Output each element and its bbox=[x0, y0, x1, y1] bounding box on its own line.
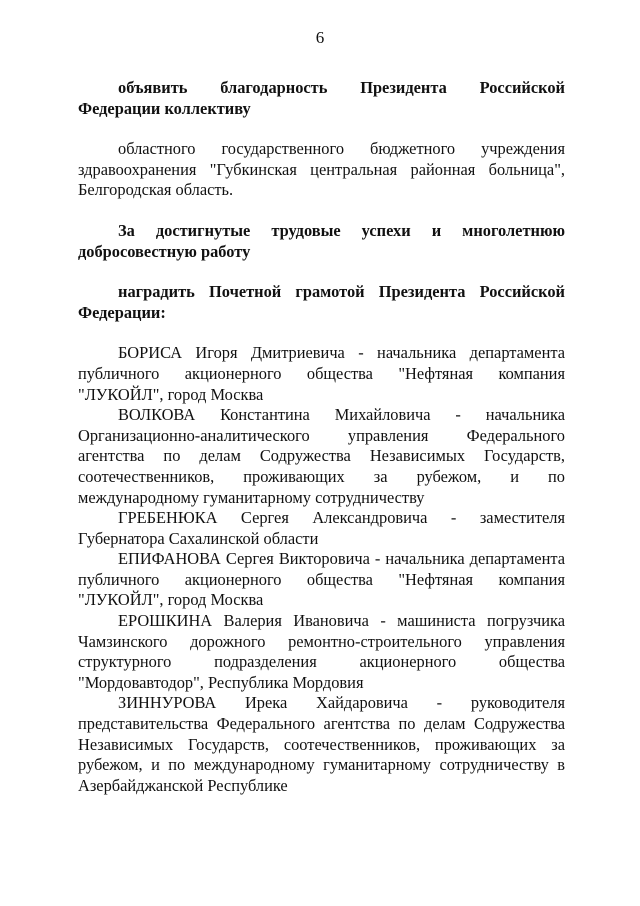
awardee-paragraph: ЕРОШКИНА Валерия Ивановича - машиниста погрузчика Чамзинского дорожного ремонтно-строительного управления структурного подразделения акционерного общества "Мордовавтодор", Республика Мордовия bbox=[78, 611, 565, 692]
spacer bbox=[78, 119, 565, 139]
section-heading-gratitude: объявить благодарность Президента Российской Федерации коллективу bbox=[78, 78, 565, 118]
awardee-paragraph: ЕПИФАНОВА Сергея Викторовича - начальника департамента публичного акционерного общества "Нефтяная компания "ЛУКОЙЛ", город Москва bbox=[78, 549, 565, 610]
page-number: 6 bbox=[315, 28, 325, 47]
gratitude-recipient-text: областного государственного бюджетного учреждения здравоохранения "Губкинская центральная районная больница", Белгородская область. bbox=[78, 139, 565, 200]
awardee-paragraph: ЗИННУРОВА Ирека Хайдаровича - руководителя представительства Федерального агентства по делам Содружества Независимых Государств, соотечественников, проживающих за рубежом, и по международному гуманитарному сотрудничеству в Азербайджанской Республике bbox=[78, 693, 565, 795]
spacer bbox=[78, 201, 565, 221]
awardee-paragraph: ГРЕБЕНЮКА Сергея Александровича - заместителя Губернатора Сахалинской области bbox=[78, 508, 565, 548]
section-heading-award: наградить Почетной грамотой Президента Российской Федерации: bbox=[78, 282, 565, 322]
awardee-paragraph: ВОЛКОВА Константина Михайловича - начальника Организационно-аналитического управления Федерального агентства по делам Содружества Независимых Государств, соотечественников, проживающих за рубежом, и по международному гуманитарному сотрудничеству bbox=[78, 405, 565, 507]
spacer bbox=[78, 323, 565, 343]
spacer bbox=[78, 262, 565, 282]
awardee-paragraph: БОРИСА Игоря Дмитриевича - начальника департамента публичного акционерного общества "Нефтяная компания "ЛУКОЙЛ", город Москва bbox=[78, 343, 565, 404]
section-heading-merits: За достигнутые трудовые успехи и многолетнюю добросовестную работу bbox=[78, 220, 565, 261]
document-body bbox=[78, 78, 565, 796]
